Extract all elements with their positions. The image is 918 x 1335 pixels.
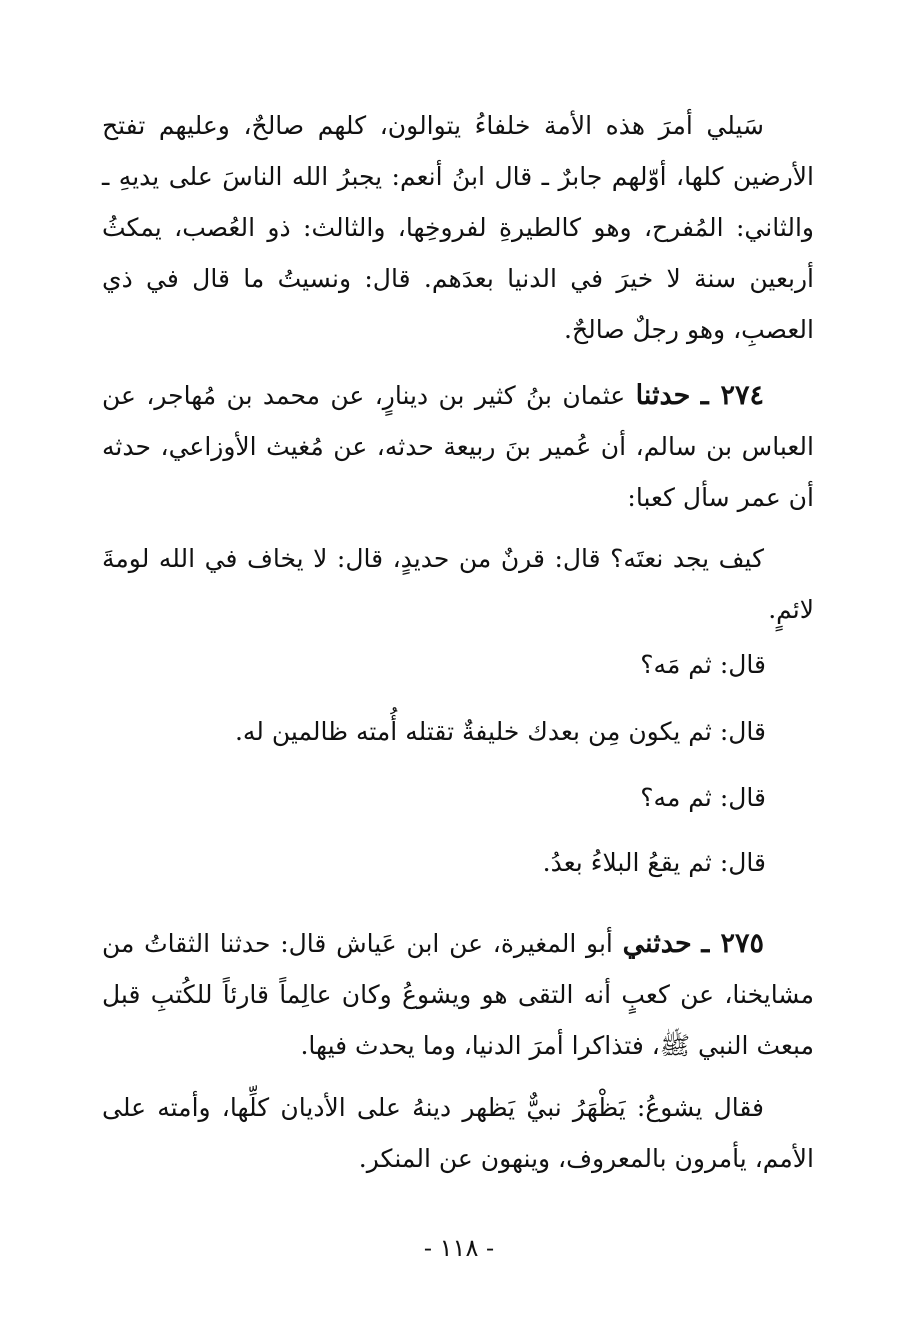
dialog-line-2: قال: ثم يكون مِن بعدك خليفةٌ تقتله أُمته ظالمين له. (234, 717, 766, 746)
continuation-text: سَيلي أمرَ هذه الأمة خلفاءُ يتوالون، كلهم صالحٌ، وعليهم تفتح الأرضين كلها، أوّلهم جابرٌ ـ قال ابنُ أنعم: يجبرُ الله الناسَ على يديهِ ـ والثاني: المُفرح، وهو كالطيرةِ لفروخِها، والثالث: ذو العُصب، يمكثُ أربعين سنة لا خيرَ في الدنيا بعدَهم. قال: ونسيتُ ما قال في ذي العصبِ، وهو رجلٌ صالحٌ. (102, 111, 814, 344)
page-number: - ١١٨ - (423, 1234, 495, 1262)
hadith-275-keyword: حدثني (622, 928, 692, 959)
hadith-275-continuation-text: فقال يشوعُ: يَظْهَرُ نبيٌّ يَظهر دينهُ على الأديان كلِّها، وأمته على الأمم، يأمرون بالمعروف، وينهون عن المنكر. (102, 1093, 814, 1173)
hadith-274-text: عثمان بنُ كثير بن دينارٍ، عن محمد بن مُهاجر، عن العباس بن سالم، أن عُمير بنَ ربيعة حدثه، عن مُغيث الأوزاعي، حدثه أن عمر سأل كعبا: (102, 381, 814, 512)
hadith-274-number: ٢٧٤ ـ (700, 380, 765, 411)
hadith-274-answer (102, 533, 814, 635)
hadith-275-text: أبو المغيرة، عن ابن عَياش قال: حدثنا الثقاتُ من مشايخنا، عن كعبٍ أنه التقى هو ويشوعُ وكان عالِماً قارئاً للكُتبِ قبل مبعث النبي ﷺ، فتذاكرا أمرَ الدنيا، وما يحدث فيها. (102, 929, 814, 1060)
hadith-275-paragraph (102, 918, 814, 1071)
hadith-275-number: ٢٧٥ ـ (701, 928, 764, 959)
hadith-274-answer-text: كيف يجد نعتَه؟ قال: قرنٌ من حديدٍ، قال: لا يخاف في الله لومةَ لائمٍ. (102, 544, 814, 624)
hadith-274-keyword: حدثنا (635, 380, 691, 411)
dialog-line-3: قال: ثم مه؟ (640, 783, 766, 812)
hadith-275-continuation (102, 1082, 814, 1184)
continuation-paragraph (102, 100, 814, 355)
dialog-line-1: قال: ثم مَه؟ (640, 650, 766, 679)
hadith-274-paragraph (102, 370, 814, 523)
dialog-line-4: قال: ثم يقعُ البلاءُ بعدُ. (542, 848, 766, 877)
